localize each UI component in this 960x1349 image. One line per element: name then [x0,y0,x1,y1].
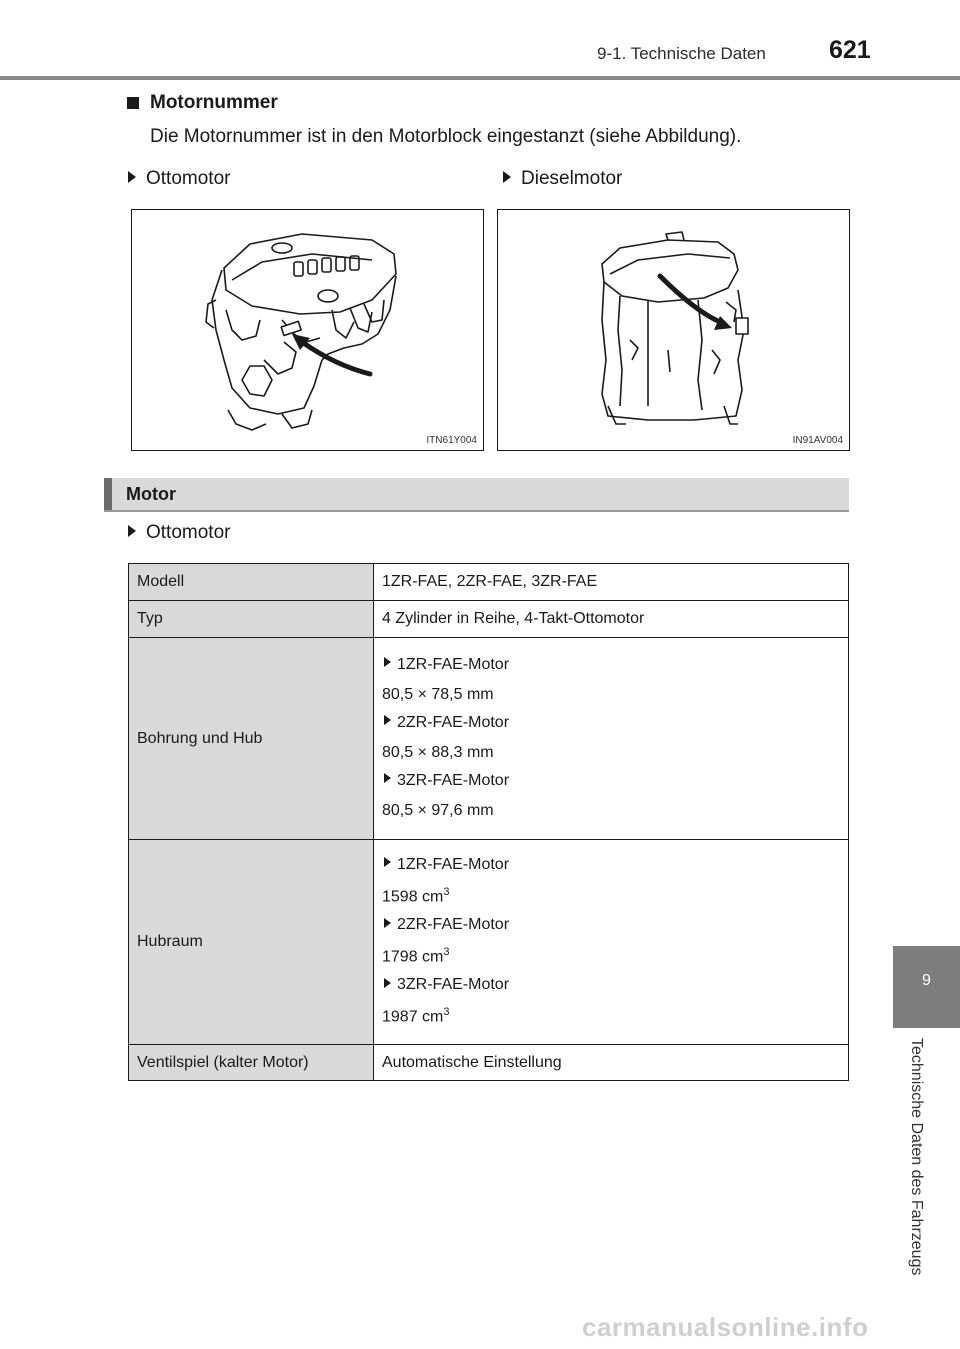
figure-code: IN91AV004 [792,435,843,446]
sub-item [382,656,840,674]
motor-section-title: Motor [126,484,176,504]
row-label: Hubraum [129,840,374,1045]
page-number: 621 [829,36,871,64]
row-value-list [374,638,849,840]
sub-item-name: 3ZR-FAE-Motor [397,976,510,994]
triangle-bullet-icon [384,978,391,988]
section-heading: Motornummer [150,92,278,113]
bullet-label: Ottomotor [146,522,231,543]
sub-item [382,916,840,934]
displacement-value: 1598 [382,887,418,905]
bullet-ottomotor [128,168,230,190]
sub-item-value: 80,5 × 97,6 mm [382,801,494,819]
table-row-bohrung [129,638,849,840]
sub-item-value: 80,5 × 78,5 mm [382,685,494,703]
unit-exponent: 3 [443,945,450,958]
chapter-number: 9 [922,972,931,989]
sub-item-name: 2ZR-FAE-Motor [397,713,510,731]
row-value: 1ZR-FAE, 2ZR-FAE, 3ZR-FAE [374,564,849,601]
engine-spec-table [128,563,849,1081]
triangle-bullet-icon [128,525,136,537]
section-square-icon [127,97,139,109]
triangle-bullet-icon [128,171,136,183]
table-row-modell [129,564,849,601]
figure-ottomotor [131,209,484,451]
figure-code: ITN61Y004 [426,435,477,446]
bullet-dieselmotor [503,168,622,190]
triangle-bullet-icon [384,918,391,928]
table-row-typ [129,601,849,638]
row-value-list [374,840,849,1045]
displacement-value: 1798 [382,948,418,966]
triangle-bullet-icon [384,657,391,667]
figure-dieselmotor [497,209,850,451]
row-label: Modell [129,564,374,601]
row-label: Typ [129,601,374,638]
sub-item [382,856,840,874]
header-rule [0,76,960,80]
bullet-ottomotor-table [128,522,230,544]
unit: cm [422,887,444,905]
chapter-strip [893,1031,960,1301]
watermark: carmanualsonline.info [582,1312,869,1342]
row-label: Ventilspiel (kalter Motor) [129,1045,374,1081]
sub-item [382,714,840,732]
unit-exponent: 3 [443,1006,450,1019]
table-row-hubraum [129,840,849,1045]
unit-exponent: 3 [443,885,450,898]
chapter-tab[interactable] [893,946,960,1028]
sub-item-name: 3ZR-FAE-Motor [397,771,510,789]
row-value: 4 Zylinder in Reihe, 4-Takt-Ottomotor [374,601,849,638]
unit: cm [422,1008,444,1026]
sub-item-value: 80,5 × 88,3 mm [382,743,494,761]
header-section-title: 9-1. Technische Daten [597,44,766,63]
gasoline-engine-illustration [132,210,483,450]
triangle-bullet-icon [384,857,391,867]
section-paragraph: Die Motornummer ist in den Motorblock eingestanzt (siehe Abbildung). [150,126,742,147]
motor-bar-accent [104,478,112,510]
table-row-ventilspiel [129,1045,849,1081]
sub-item [382,772,840,790]
sub-item-name: 1ZR-FAE-Motor [397,855,510,873]
unit: cm [422,948,444,966]
bullet-label: Ottomotor [146,168,231,189]
triangle-bullet-icon [503,171,511,183]
chapter-label: Technische Daten des Fahrzeugs [908,1038,925,1276]
sub-item-value [382,1006,840,1026]
sub-item-name: 2ZR-FAE-Motor [397,915,510,933]
triangle-bullet-icon [384,773,391,783]
diesel-engine-illustration [498,210,849,450]
sub-item-value [382,946,840,966]
row-value: Automatische Einstellung [374,1045,849,1081]
bullet-label: Dieselmotor [521,168,623,189]
sub-item [382,976,840,994]
row-label: Bohrung und Hub [129,638,374,840]
sub-item-name: 1ZR-FAE-Motor [397,655,510,673]
triangle-bullet-icon [384,715,391,725]
displacement-value: 1987 [382,1008,418,1026]
motor-section-bar [104,478,849,512]
sub-item-value [382,886,840,906]
